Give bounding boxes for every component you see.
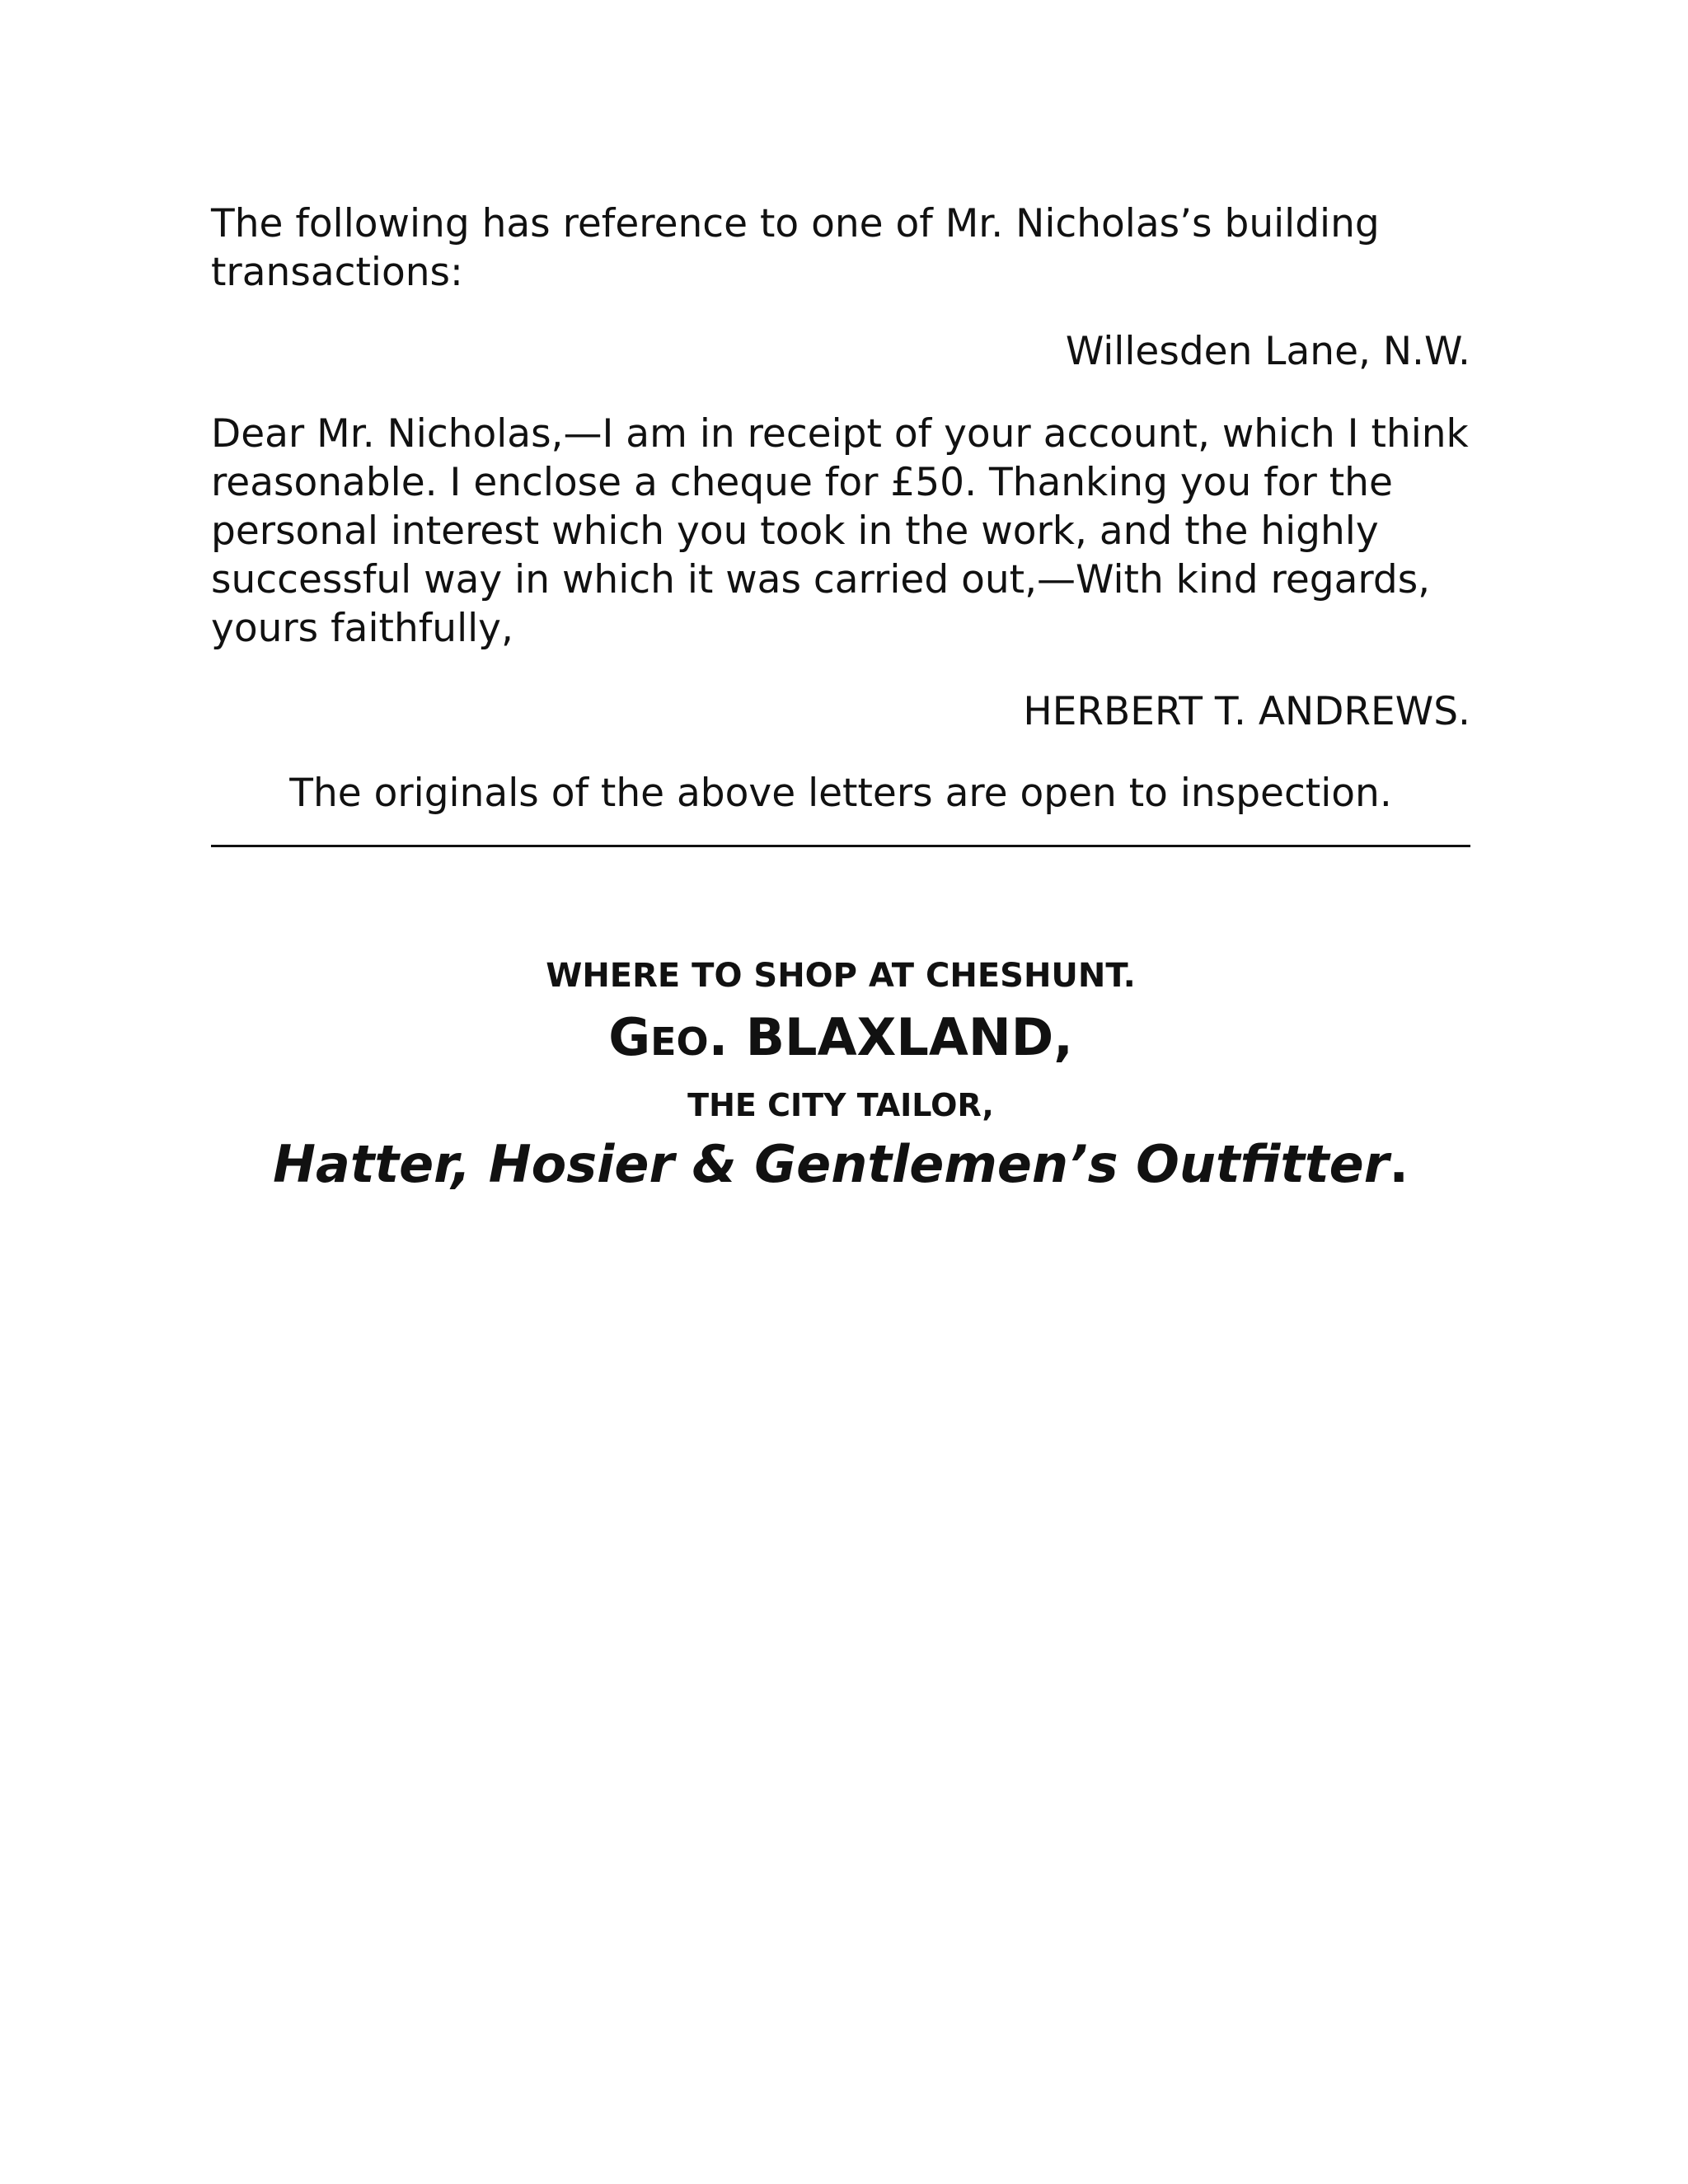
letter-body: Dear Mr. Nicholas,—I am in receipt of your account, which I think reasonable. I enclose a cheque for £50. Thanking you for the personal interest which you took in the work, and the highly successful way in which it was carried out,—With kind regards, yours faithfully, [211,411,1469,651]
advert-name-main: BLAXLAND, [728,1007,1073,1067]
advert-trade-italic: Hatter, Hosier & Gentlemen’s Outfitter [273,1134,1390,1194]
advert-trade-end: . [1389,1134,1409,1194]
advert-shop-name [211,1007,1470,1072]
letter-signature: HERBERT T. ANDREWS. [1023,689,1470,734]
advert-name-initial: G [608,1007,651,1067]
advert-name-smallcaps: EO [650,1019,709,1064]
advert-subtitle: THE CITY TAILOR, [687,1087,994,1123]
advert-heading: WHERE TO SHOP AT CHESHUNT. [546,957,1136,995]
advert-trade-line [211,1134,1470,1195]
inspection-note: The originals of the above letters are open to inspection. [289,771,1392,816]
letter-address: Willesden Lane, N.W. [1065,329,1470,374]
intro-paragraph: The following has reference to one of Mr. Nicholas’s building transactions: [211,201,1380,295]
section-divider [211,845,1470,847]
advert-name-period: . [708,1007,729,1067]
